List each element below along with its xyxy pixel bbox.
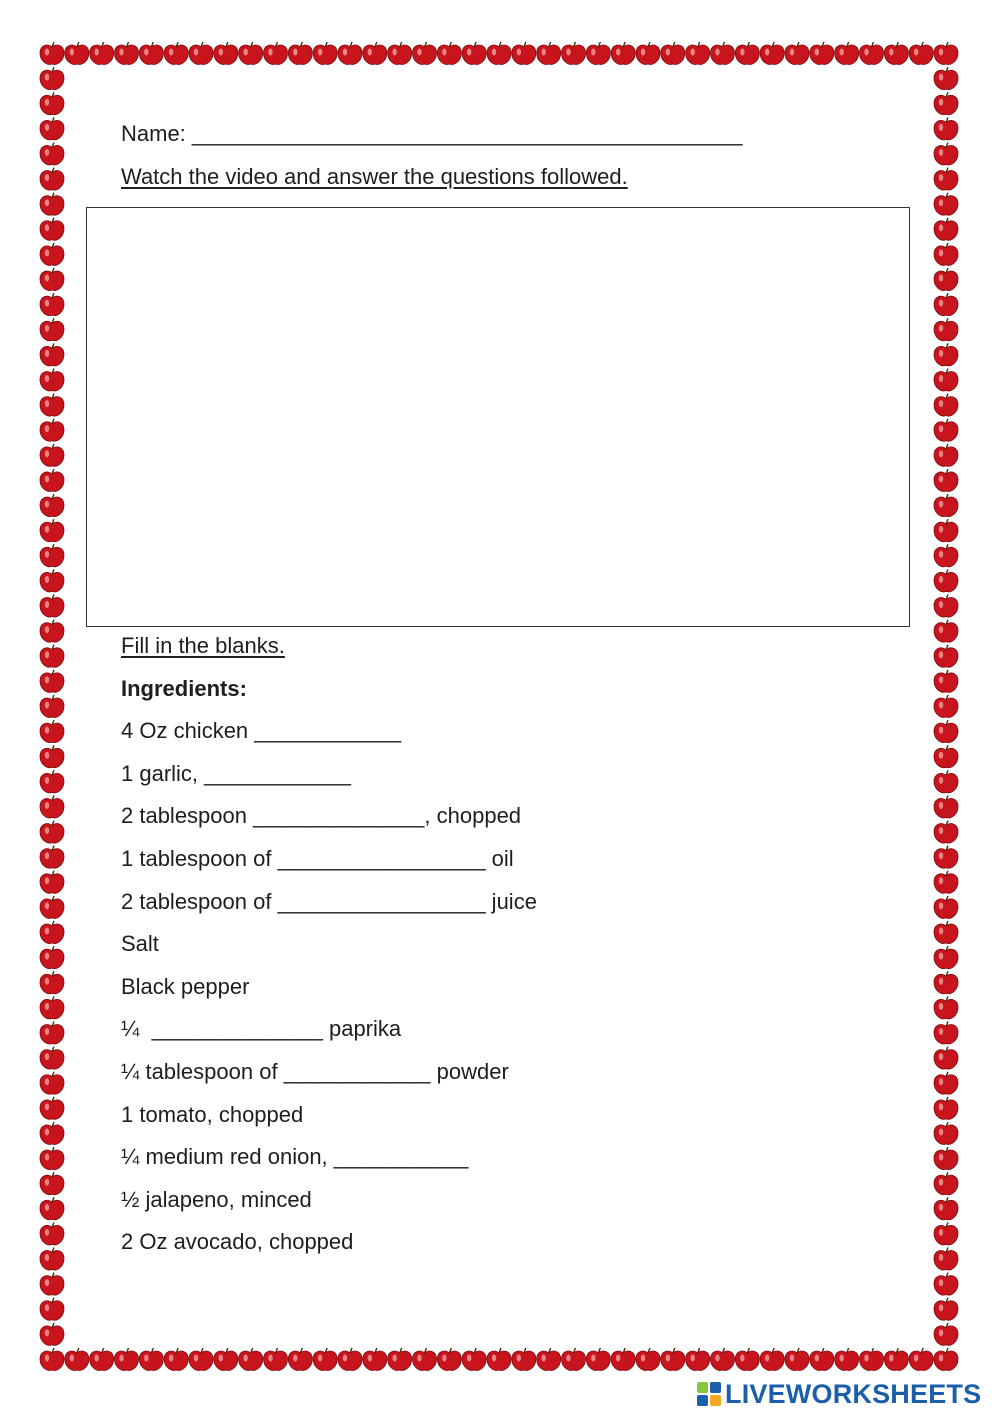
apple-icon (413, 42, 437, 64)
apple-icon (462, 42, 486, 64)
apple-icon (636, 1348, 660, 1370)
apple-icon (40, 1122, 64, 1144)
apple-icon (934, 444, 958, 466)
apple-icon (934, 670, 958, 692)
apple-icon (338, 42, 362, 64)
video-frame[interactable] (86, 207, 910, 627)
apple-icon (934, 1047, 958, 1069)
apple-icon (288, 1348, 312, 1370)
apple-icon (437, 42, 461, 64)
apple-icon (562, 42, 586, 64)
apple-icon (40, 846, 64, 868)
apple-icon (934, 494, 958, 516)
apple-icon (462, 1348, 486, 1370)
apple-icon (934, 193, 958, 215)
apple-icon (810, 42, 834, 64)
apple-icon (711, 42, 735, 64)
apple-icon (313, 42, 337, 64)
ingredient-item: Salt (121, 931, 159, 956)
brand-name: LIVEWORKSHEETS (725, 1378, 982, 1409)
apple-icon (934, 846, 958, 868)
apple-icon (40, 343, 64, 365)
liveworksheets-logo-icon (697, 1382, 721, 1406)
apple-icon (40, 1222, 64, 1244)
instruction-text: Watch the video and answer the questions followed. (121, 164, 628, 189)
apple-icon (65, 42, 89, 64)
apple-icon (934, 620, 958, 642)
apple-icon (40, 745, 64, 767)
apple-icon (40, 795, 64, 817)
apple-icon (586, 42, 610, 64)
apple-icon (40, 193, 64, 215)
apple-icon (835, 1348, 859, 1370)
apple-icon (934, 770, 958, 792)
apple-icon (264, 1348, 288, 1370)
apple-icon (661, 1348, 685, 1370)
apple-icon (934, 343, 958, 365)
apple-icon (934, 369, 958, 391)
apple-icon (313, 1348, 337, 1370)
liveworksheets-logo[interactable] (697, 1376, 981, 1412)
apple-icon (90, 1348, 114, 1370)
apple-icon (40, 896, 64, 918)
apple-icon (934, 1197, 958, 1219)
apple-icon (40, 1097, 64, 1119)
apple-icon (860, 42, 884, 64)
apple-icon (40, 444, 64, 466)
apple-icon (934, 1097, 958, 1119)
apple-icon (40, 821, 64, 843)
apple-icon (40, 871, 64, 893)
apple-icon (934, 92, 958, 114)
ingredient-item: ¼ medium red onion, ___________ (121, 1144, 469, 1169)
apple-icon (934, 645, 958, 667)
apple-icon (835, 42, 859, 64)
apple-icon (934, 268, 958, 290)
apple-icon (735, 1348, 759, 1370)
apple-icon (934, 695, 958, 717)
apple-icon (785, 1348, 809, 1370)
apple-icon (214, 42, 238, 64)
apple-icon (40, 1172, 64, 1194)
apple-icon (934, 1072, 958, 1094)
apple-icon (363, 1348, 387, 1370)
apple-icon (40, 720, 64, 742)
apple-icon (512, 42, 536, 64)
apple-icon (40, 268, 64, 290)
apple-icon (934, 1122, 958, 1144)
apple-icon (40, 1298, 64, 1320)
apple-icon (934, 67, 958, 89)
apple-icon (934, 318, 958, 340)
apple-icon (512, 1348, 536, 1370)
apple-icon (40, 142, 64, 164)
apple-icon (934, 1323, 958, 1345)
apple-icon (934, 1172, 958, 1194)
apple-icon (810, 1348, 834, 1370)
apple-icon (934, 921, 958, 943)
apple-icon (934, 946, 958, 968)
fill-blanks-heading: Fill in the blanks. (121, 633, 285, 658)
apple-icon (934, 1273, 958, 1295)
apple-icon (40, 369, 64, 391)
apple-icon (884, 42, 908, 64)
apple-icon (934, 243, 958, 265)
apple-icon (338, 1348, 362, 1370)
apple-icon (487, 42, 511, 64)
apple-icon (934, 996, 958, 1018)
apple-icon (189, 1348, 213, 1370)
apple-icon (934, 218, 958, 240)
apple-icon (40, 544, 64, 566)
apple-icon (934, 142, 958, 164)
apple-icon (711, 1348, 735, 1370)
apple-icon (40, 218, 64, 240)
apple-icon (40, 569, 64, 591)
apple-icon (413, 1348, 437, 1370)
apple-icon (909, 42, 933, 64)
apple-icon (934, 394, 958, 416)
apple-icon (40, 770, 64, 792)
apple-icon (40, 243, 64, 265)
apple-icon (40, 1147, 64, 1169)
apple-icon (537, 1348, 561, 1370)
apple-icon (934, 1348, 958, 1370)
apple-icon (934, 1222, 958, 1244)
apple-icon (40, 168, 64, 190)
apple-icon (288, 42, 312, 64)
apple-icon (686, 1348, 710, 1370)
apple-icon (189, 42, 213, 64)
apple-icon (934, 293, 958, 315)
apple-icon (40, 1348, 64, 1370)
apple-icon (934, 1147, 958, 1169)
ingredient-item: 1 garlic, ____________ (121, 761, 351, 786)
apple-icon (909, 1348, 933, 1370)
apple-icon (40, 1248, 64, 1270)
apple-icon (934, 117, 958, 139)
ingredient-item: ¼ ______________ paprika (121, 1016, 402, 1041)
apple-icon (934, 745, 958, 767)
ingredient-item: ½ jalapeno, minced (121, 1187, 312, 1212)
apple-icon (636, 42, 660, 64)
apple-icon (40, 645, 64, 667)
apple-icon (735, 42, 759, 64)
apple-icon (139, 1348, 163, 1370)
ingredient-item: 2 tablespoon ______________, chopped (121, 803, 522, 828)
apple-icon (363, 42, 387, 64)
apple-icon (40, 670, 64, 692)
apple-icon (40, 67, 64, 89)
apple-icon (934, 720, 958, 742)
apple-icon (934, 896, 958, 918)
apple-icon (40, 469, 64, 491)
name-line: Name: _____________________________________________ (121, 121, 743, 146)
apple-icon (934, 871, 958, 893)
apple-icon (40, 42, 64, 64)
apple-icon (239, 1348, 263, 1370)
ingredient-item: 1 tomato, chopped (121, 1102, 304, 1127)
apple-icon (115, 42, 139, 64)
apple-icon (934, 469, 958, 491)
apple-icon (40, 293, 64, 315)
ingredient-item: 2 tablespoon of _________________ juice (121, 889, 537, 914)
apple-icon (40, 494, 64, 516)
apple-icon (40, 1072, 64, 1094)
apple-icon (40, 419, 64, 441)
ingredients-heading: Ingredients: (121, 676, 247, 701)
apple-icon (934, 821, 958, 843)
apple-icon (40, 1323, 64, 1345)
apple-icon (40, 996, 64, 1018)
apple-icon (934, 419, 958, 441)
ingredient-item: 1 tablespoon of _________________ oil (121, 846, 514, 871)
apple-icon (388, 42, 412, 64)
apple-icon (40, 519, 64, 541)
ingredient-item: Black pepper (121, 974, 250, 999)
apple-icon (934, 569, 958, 591)
ingredient-item: 2 Oz avocado, chopped (121, 1229, 354, 1254)
apple-icon (40, 1022, 64, 1044)
apple-icon (934, 795, 958, 817)
apple-icon (934, 168, 958, 190)
apple-icon (562, 1348, 586, 1370)
apple-icon (884, 1348, 908, 1370)
apple-icon (437, 1348, 461, 1370)
apple-icon (65, 1348, 89, 1370)
ingredient-item: 4 Oz chicken ____________ (121, 718, 402, 743)
apple-icon (934, 1248, 958, 1270)
apple-icon (40, 971, 64, 993)
apple-icon (40, 117, 64, 139)
apple-icon (40, 695, 64, 717)
apple-icon (239, 42, 263, 64)
apple-icon (760, 1348, 784, 1370)
apple-icon (40, 1047, 64, 1069)
apple-icon (760, 42, 784, 64)
apple-icon (90, 42, 114, 64)
apple-icon (586, 1348, 610, 1370)
apple-icon (115, 1348, 139, 1370)
apple-icon (40, 620, 64, 642)
apple-icon (40, 92, 64, 114)
apple-icon (934, 42, 958, 64)
apple-icon (487, 1348, 511, 1370)
apple-icon (40, 1197, 64, 1219)
apple-icon (214, 1348, 238, 1370)
apple-icon (40, 318, 64, 340)
apple-icon (934, 544, 958, 566)
apple-icon (934, 971, 958, 993)
apple-icon (40, 1273, 64, 1295)
apple-icon (40, 595, 64, 617)
apple-icon (860, 1348, 884, 1370)
apple-icon (537, 42, 561, 64)
apple-icon (164, 42, 188, 64)
apple-icon (785, 42, 809, 64)
apple-icon (611, 42, 635, 64)
apple-icon (139, 42, 163, 64)
apple-icon (388, 1348, 412, 1370)
apple-icon (611, 1348, 635, 1370)
apple-icon (164, 1348, 188, 1370)
ingredient-item: ¼ tablespoon of ____________ powder (121, 1059, 509, 1084)
apple-icon (934, 519, 958, 541)
apple-icon (661, 42, 685, 64)
apple-icon (934, 595, 958, 617)
apple-icon (934, 1298, 958, 1320)
apple-icon (934, 1022, 958, 1044)
apple-icon (686, 42, 710, 64)
apple-icon (264, 42, 288, 64)
apple-icon (40, 921, 64, 943)
apple-icon (40, 394, 64, 416)
apple-icon (40, 946, 64, 968)
